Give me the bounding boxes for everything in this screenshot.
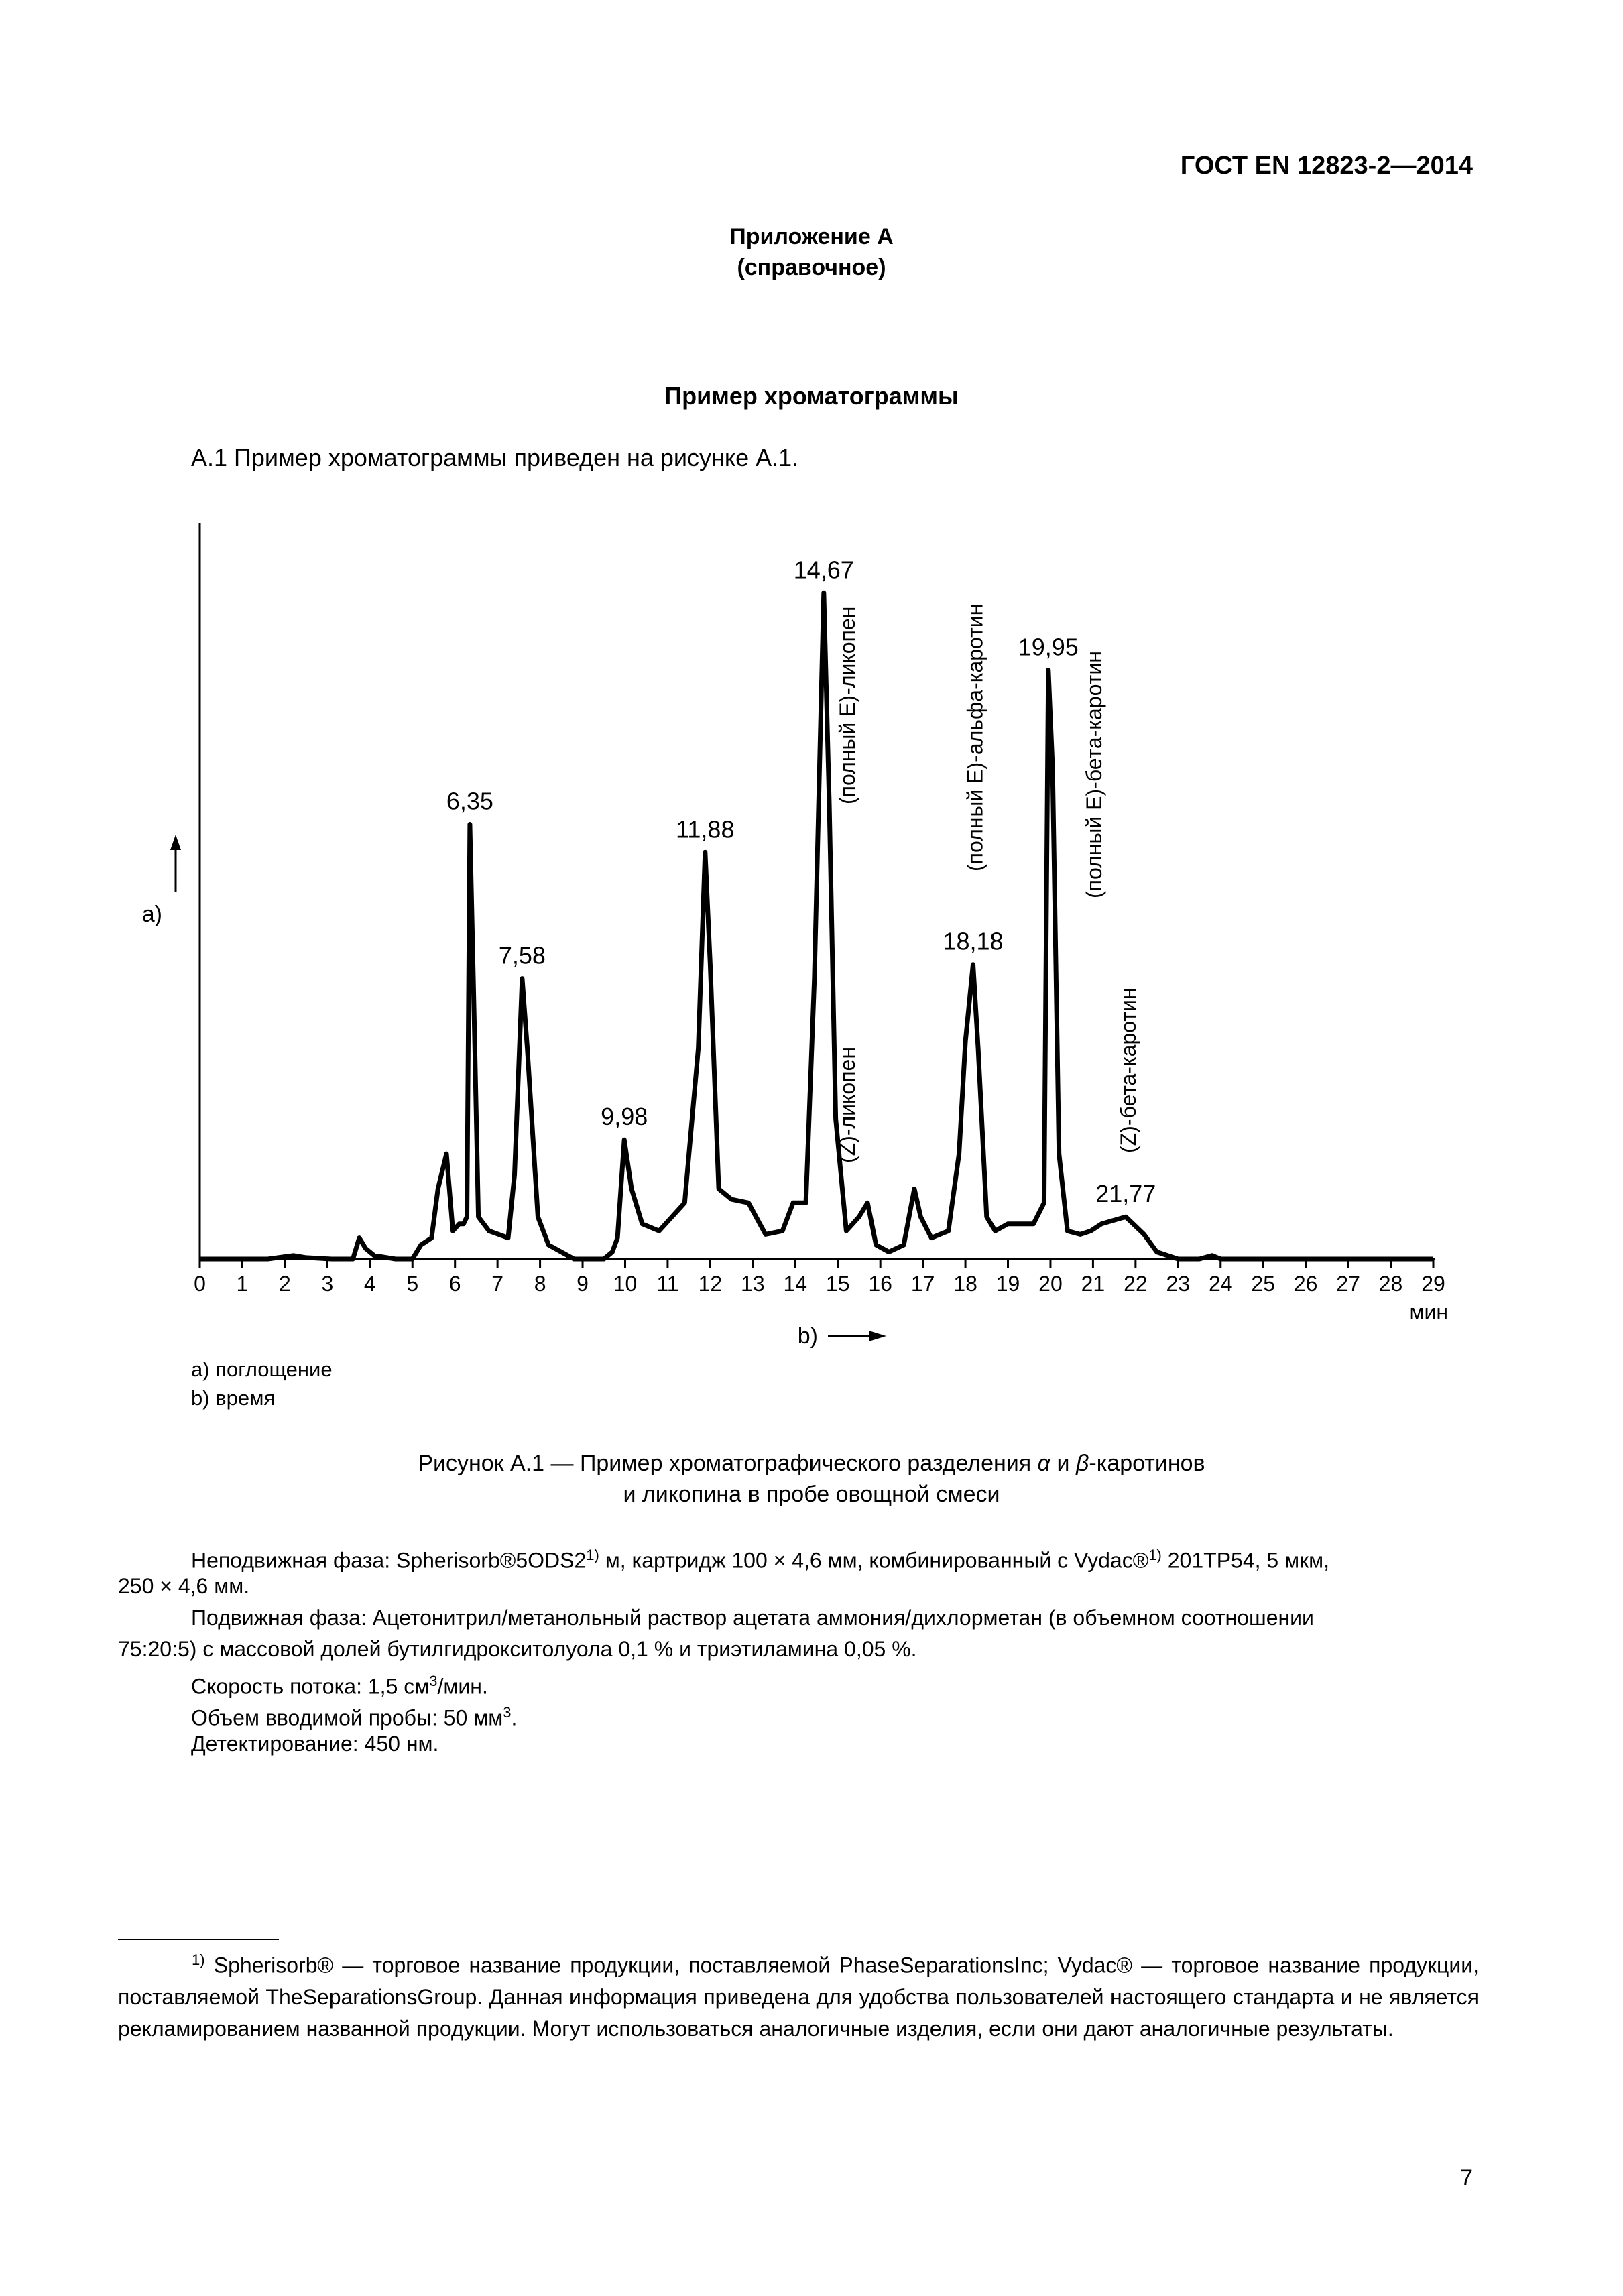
x-axis-arrow-icon (869, 1331, 886, 1341)
figure-caption-line1: Рисунок А.1 — Пример хроматографического разделения α и β-каротинов (418, 1451, 1205, 1476)
x-tick-label: 17 (910, 1272, 935, 1296)
figure-caption-line2: и ликопина в пробе овощной смеси (623, 1482, 1000, 1507)
x-tick-label: 3 (321, 1272, 334, 1296)
series-line (200, 593, 1433, 1259)
detection: Детектирование: 450 нм. (191, 1732, 439, 1756)
peak-label: 21,77 (1095, 1180, 1156, 1208)
x-ticks (194, 1259, 1445, 1296)
peak-labels (446, 556, 1156, 1207)
x-tick-label: 2 (278, 1272, 291, 1296)
x-tick-label: 22 (1124, 1272, 1148, 1296)
x-tick-label: 11 (656, 1272, 679, 1296)
annex-title: Приложение А (729, 224, 894, 249)
peak-name: (полный Е)-альфа-каротин (963, 603, 987, 871)
peak-label: 14,67 (793, 556, 854, 584)
x-tick-label: 12 (698, 1272, 723, 1296)
x-tick-label: 25 (1251, 1272, 1276, 1296)
peak-label: 9,98 (601, 1103, 648, 1131)
peak-name: (полный Е)-бета-каротин (1082, 651, 1107, 898)
x-tick-label: 26 (1293, 1272, 1318, 1296)
legend-absorbance: а) поглощение (191, 1357, 333, 1381)
peak-names (835, 604, 1140, 1163)
footnote-separator (118, 1939, 279, 1940)
injection-volume: Объем вводимой пробы: 50 $мм^3$. (191, 1704, 518, 1730)
y-axis-label: а) (141, 902, 162, 927)
peak-label: 19,95 (1018, 633, 1079, 661)
page-number: 7 (1460, 2165, 1473, 2191)
annex-type: (справочное) (737, 255, 886, 280)
x-tick-label: 18 (953, 1272, 977, 1296)
peak-label: 11,88 (676, 815, 735, 843)
section-title: Пример хроматограммы (664, 382, 959, 410)
x-tick-label: 20 (1038, 1272, 1063, 1296)
x-tick-label: 29 (1421, 1272, 1445, 1296)
x-tick-label: 21 (1081, 1272, 1105, 1296)
legend-time: b) время (191, 1386, 276, 1410)
x-tick-label: 1 (236, 1272, 249, 1296)
x-tick-label: 15 (825, 1272, 850, 1296)
mobile-phase-line2: 75:20:5) с массовой долей бутилгидрокситолуола 0,1 % и триэтиламина 0,05 %. (118, 1637, 917, 1661)
x-tick-label: 24 (1208, 1272, 1233, 1296)
peak-label: 7,58 (498, 941, 546, 969)
peak-name: (Z)-бета-каротин (1116, 987, 1140, 1153)
mobile-phase-line1: Подвижная фаза: Ацетонитрил/метанольный раствор ацетата аммония/дихлорметан (в объемном соотношении (191, 1606, 1314, 1630)
x-unit-label: мин (1409, 1300, 1448, 1324)
stationary-phase-line1: Неподвижная фаза: Spherisorb®5ODS2$^{1)}$ м, картридж 100 × 4,6 мм, комбинированный с Vydac®$^{1)}$ 201TP54, 5 мкм, (191, 1547, 1329, 1573)
x-tick-label: 6 (448, 1272, 461, 1296)
x-tick-label: 28 (1378, 1272, 1403, 1296)
stationary-phase-line2: 250 × 4,6 мм. (118, 1574, 250, 1598)
intro-paragraph: А.1 Пример хроматограммы приведен на рисунке А.1. (191, 444, 799, 471)
peak-label: 18,18 (943, 927, 1004, 955)
x-tick-label: 16 (868, 1272, 892, 1296)
x-tick-label: 5 (406, 1272, 419, 1296)
document-header: ГОСТ EN 12823-2—2014 (1180, 152, 1473, 180)
x-tick-label: 10 (613, 1272, 638, 1296)
x-tick-label: 23 (1166, 1272, 1191, 1296)
x-tick-label: 13 (741, 1272, 765, 1296)
x-tick-label: 9 (577, 1272, 589, 1296)
x-axis-label: b) (797, 1323, 818, 1349)
flow-rate: Скорость потока: 1,5 $см^3$/мин. (191, 1673, 488, 1699)
chromatogram-series (200, 593, 1433, 1259)
x-tick-label: 27 (1336, 1272, 1360, 1296)
x-tick-label: 4 (363, 1272, 376, 1296)
x-tick-label: 14 (783, 1272, 808, 1296)
x-tick-label: 7 (491, 1272, 504, 1296)
peak-name: (Z)-ликопен (835, 1046, 860, 1163)
y-axis-arrow-icon (170, 835, 181, 850)
peak-label: 6,35 (446, 787, 493, 815)
peak-name: (полный Е)-ликопен (835, 606, 860, 804)
footnote: $^{1)}$ Spherisorb® — торговое название продукции, поставляемой PhaseSeparationsInc; Vydac® — торговое название продукции, поставляемой TheSeparationsGroup. Данная информация приведена для удобства пользователей настоящего стандарта и не является рекламированием названной продукции. Могут использоваться аналогичные изделия, если они дают аналогичные результаты. (118, 1951, 1479, 2041)
x-tick-label: 0 (194, 1272, 206, 1296)
x-tick-label: 19 (996, 1272, 1020, 1296)
x-tick-label: 8 (534, 1272, 546, 1296)
